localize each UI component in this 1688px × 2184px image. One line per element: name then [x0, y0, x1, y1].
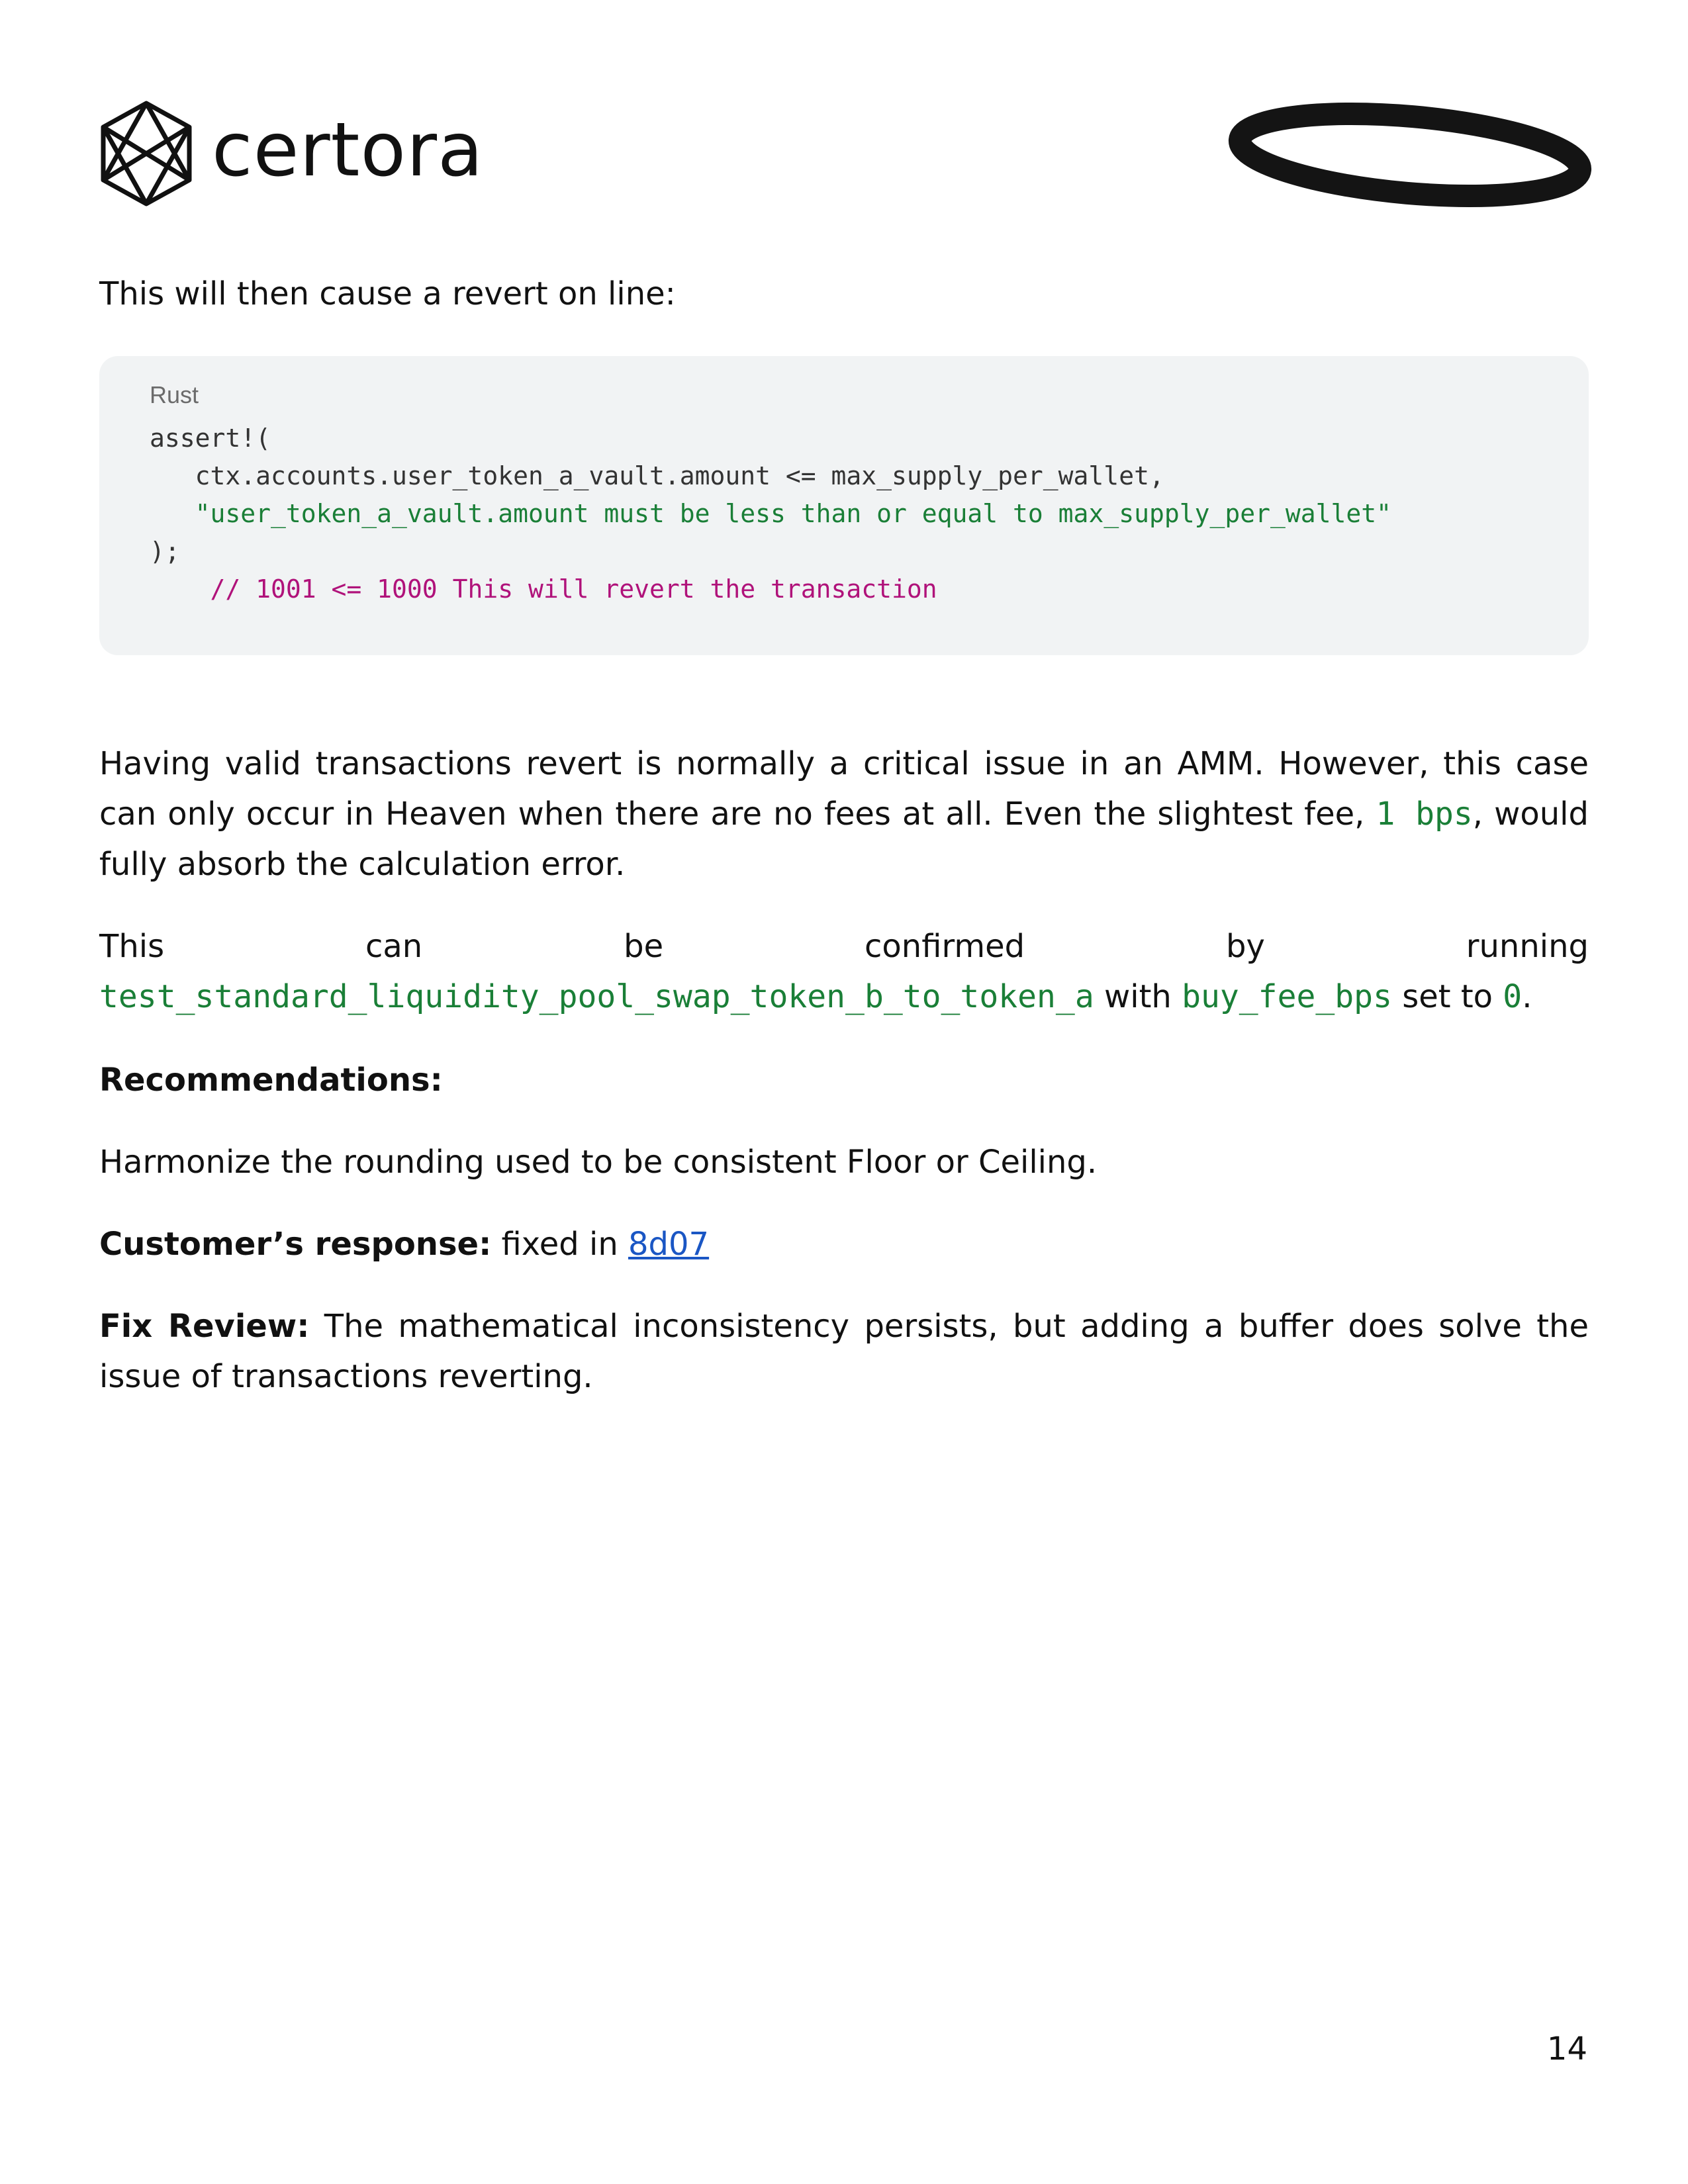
- amm-paragraph: [99, 739, 1589, 889]
- amm-text-before: Having valid transactions revert is normally a critical issue in an AMM. However, this case can only occur in Heaven when there are no fees at all. Even the slightest fee,: [99, 745, 1589, 833]
- fix-review-text: The mathematical inconsistency persists, but adding a buffer does solve the issue of transactions reverting.: [99, 1308, 1589, 1395]
- code-block: [99, 356, 1589, 655]
- inline-code-zero: 0: [1503, 978, 1523, 1015]
- code-line-1: assert!(: [150, 424, 271, 453]
- fix-review-label: Fix Review:: [99, 1308, 310, 1345]
- inline-code-test-name: test_standard_liquidity_pool_swap_token_b_to_token_a: [99, 978, 1094, 1015]
- certora-hexagon-icon: [101, 101, 192, 206]
- customer-response-label: Customer’s response:: [99, 1226, 492, 1263]
- black-ring-graphic: [1225, 99, 1595, 210]
- code-comment: // 1001 <= 1000 This will revert the transaction: [210, 574, 937, 604]
- intro-paragraph: This will then cause a revert on line:: [99, 275, 676, 312]
- recommendations-heading: Recommendations:: [99, 1062, 443, 1099]
- confirm-text-mid2: set to: [1391, 978, 1503, 1015]
- inline-code-bps: 1 bps: [1376, 796, 1473, 833]
- customer-response: [99, 1219, 1589, 1269]
- code-line-3-indent: [150, 499, 195, 528]
- page-number: 14: [1546, 2030, 1587, 2068]
- fix-review: [99, 1301, 1589, 1402]
- logo-wordmark: certora: [212, 107, 484, 193]
- commit-link[interactable]: 8d07: [628, 1226, 710, 1263]
- code-lines: [150, 420, 1391, 608]
- code-line-5-indent: [150, 574, 211, 604]
- code-line-4: );: [150, 537, 180, 566]
- confirm-text-after: .: [1522, 978, 1532, 1015]
- confirm-paragraph: [99, 921, 1589, 1022]
- certora-logo: [101, 101, 484, 209]
- amm-text-after: , would fully absorb the calculation error.: [99, 796, 1589, 883]
- inline-code-buy-fee: buy_fee_bps: [1182, 978, 1392, 1015]
- code-line-2: ctx.accounts.user_token_a_vault.amount <= max_supply_per_wallet,: [150, 461, 1164, 490]
- recommendation-text: Harmonize the rounding used to be consistent Floor or Ceiling.: [99, 1144, 1098, 1181]
- confirm-text-before: This can be confirmed by running: [99, 928, 1589, 965]
- code-language-label: Rust: [150, 381, 199, 408]
- confirm-text-mid1: with: [1094, 978, 1182, 1015]
- customer-response-text: fixed in: [491, 1226, 628, 1263]
- code-line-3: "user_token_a_vault.amount must be less than or equal to max_supply_per_wallet": [195, 499, 1391, 528]
